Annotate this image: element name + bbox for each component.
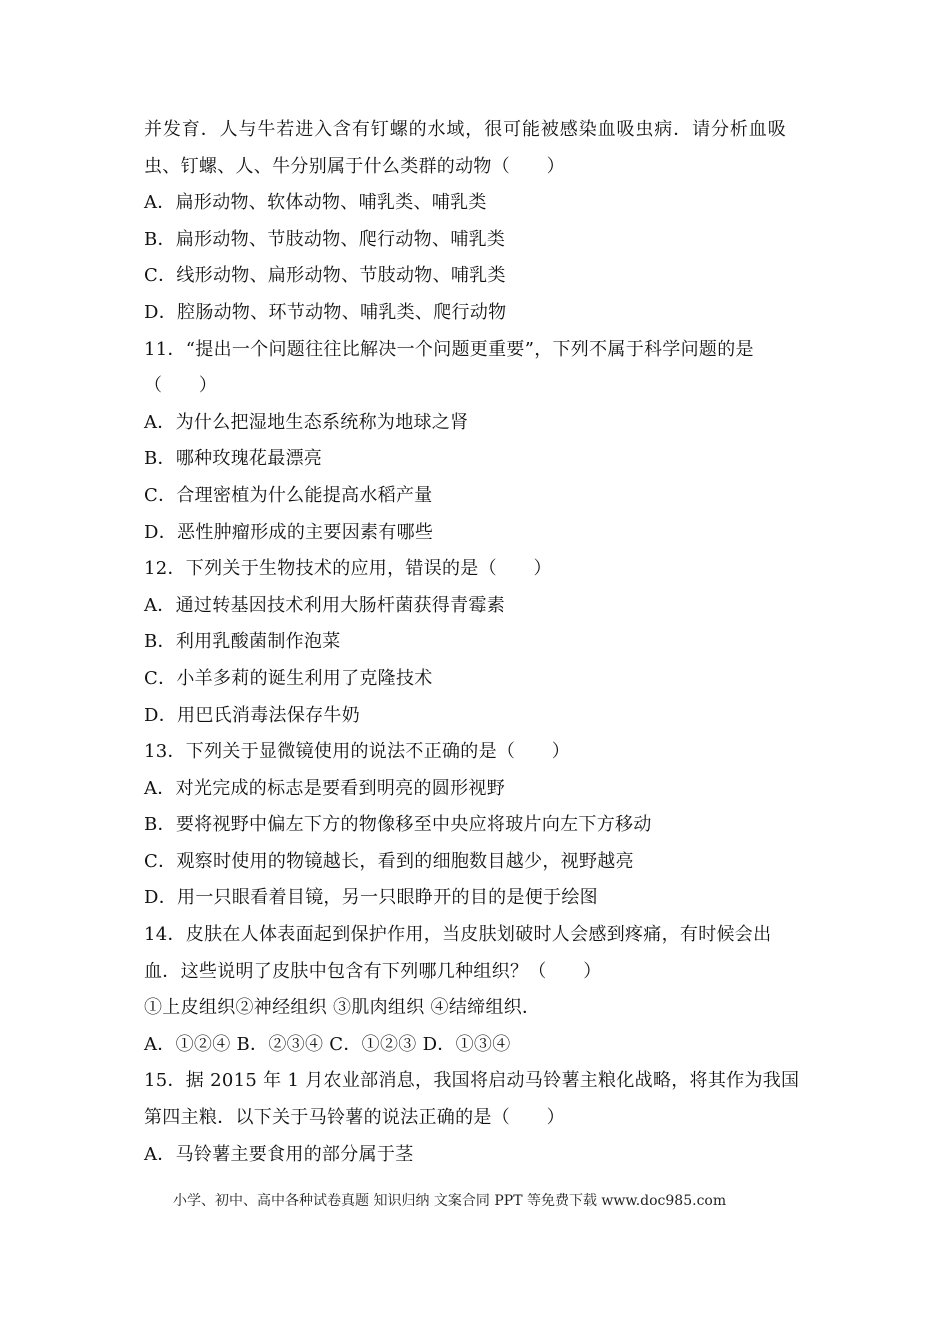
option-line: B．利用乳酸菌制作泡菜 (144, 631, 341, 653)
option-line: A．扁形动物、软体动物、哺乳类、哺乳类 (144, 192, 487, 214)
option-line: B．要将视野中偏左下方的物像移至中央应将玻片向左下方移动 (144, 814, 652, 836)
text-line: 血．这些说明了皮肤中包含有下列哪几种组织？（ ） (144, 960, 602, 982)
option-line: D．恶性肿瘤形成的主要因素有哪些 (144, 521, 434, 543)
option-line: A．对光完成的标志是要看到明亮的圆形视野 (144, 777, 505, 799)
text-line: ①上皮组织②神经组织 ③肌肉组织 ④结缔组织． (144, 997, 541, 1019)
option-line: B．哪种玫瑰花最漂亮 (144, 448, 323, 470)
option-line: D．用一只眼看着目镜，另一只眼睁开的目的是便于绘图 (144, 887, 598, 909)
option-line: C．合理密植为什么能提高水稻产量 (144, 484, 433, 506)
option-line: C．小羊多莉的诞生利用了克隆技术 (144, 667, 433, 689)
text-line: （ ） (144, 375, 218, 397)
question-content (144, 112, 824, 1173)
text-line: 第四主粮．以下关于马铃薯的说法正确的是（ ） (144, 1107, 565, 1129)
question-line: 12．下列关于生物技术的应用，错误的是（ ） (144, 558, 552, 580)
text-line: 并发育．人与牛若进入含有钉螺的水域，很可能被感染血吸虫病．请分析血吸 (144, 119, 787, 140)
option-line: A．①②④ B．②③④ C．①②③ D．①③④ (144, 1033, 511, 1055)
text-line: 虫、钉螺、人、牛分别属于什么类群的动物（ ） (144, 155, 565, 177)
question-line: 13．下列关于显微镜使用的说法不正确的是（ ） (144, 741, 571, 763)
option-line: B．扁形动物、节肢动物、爬行动物、哺乳类 (144, 228, 506, 250)
option-line: C．线形动物、扁形动物、节肢动物、哺乳类 (144, 265, 506, 287)
option-line: C．观察时使用的物镜越长，看到的细胞数目越少，视野越亮 (144, 850, 634, 872)
option-line: A．马铃薯主要食用的部分属于茎 (144, 1143, 414, 1165)
option-line: D．用巴氏消毒法保存牛奶 (144, 704, 361, 726)
question-line: 11．“提出一个问题往往比解决一个问题更重要”，下列不属于科学问题的是 (144, 338, 754, 360)
page-footer: 小学、初中、高中各种试卷真题 知识归纳 文案合同 PPT 等免费下载 www.doc985.com (173, 1193, 727, 1209)
question-line: 14．皮肤在人体表面起到保护作用，当皮肤划破时人会感到疼痛，有时候会出 (144, 924, 772, 946)
question-line: 15．据 2015 年 1 月农业部消息，我国将启动马铃薯主粮化战略，将其作为我国 (144, 1070, 800, 1092)
option-line: D．腔肠动物、环节动物、哺乳类、爬行动物 (144, 301, 507, 323)
option-line: A．为什么把湿地生态系统称为地球之肾 (144, 411, 469, 433)
option-line: A．通过转基因技术利用大肠杆菌获得青霉素 (144, 594, 505, 616)
